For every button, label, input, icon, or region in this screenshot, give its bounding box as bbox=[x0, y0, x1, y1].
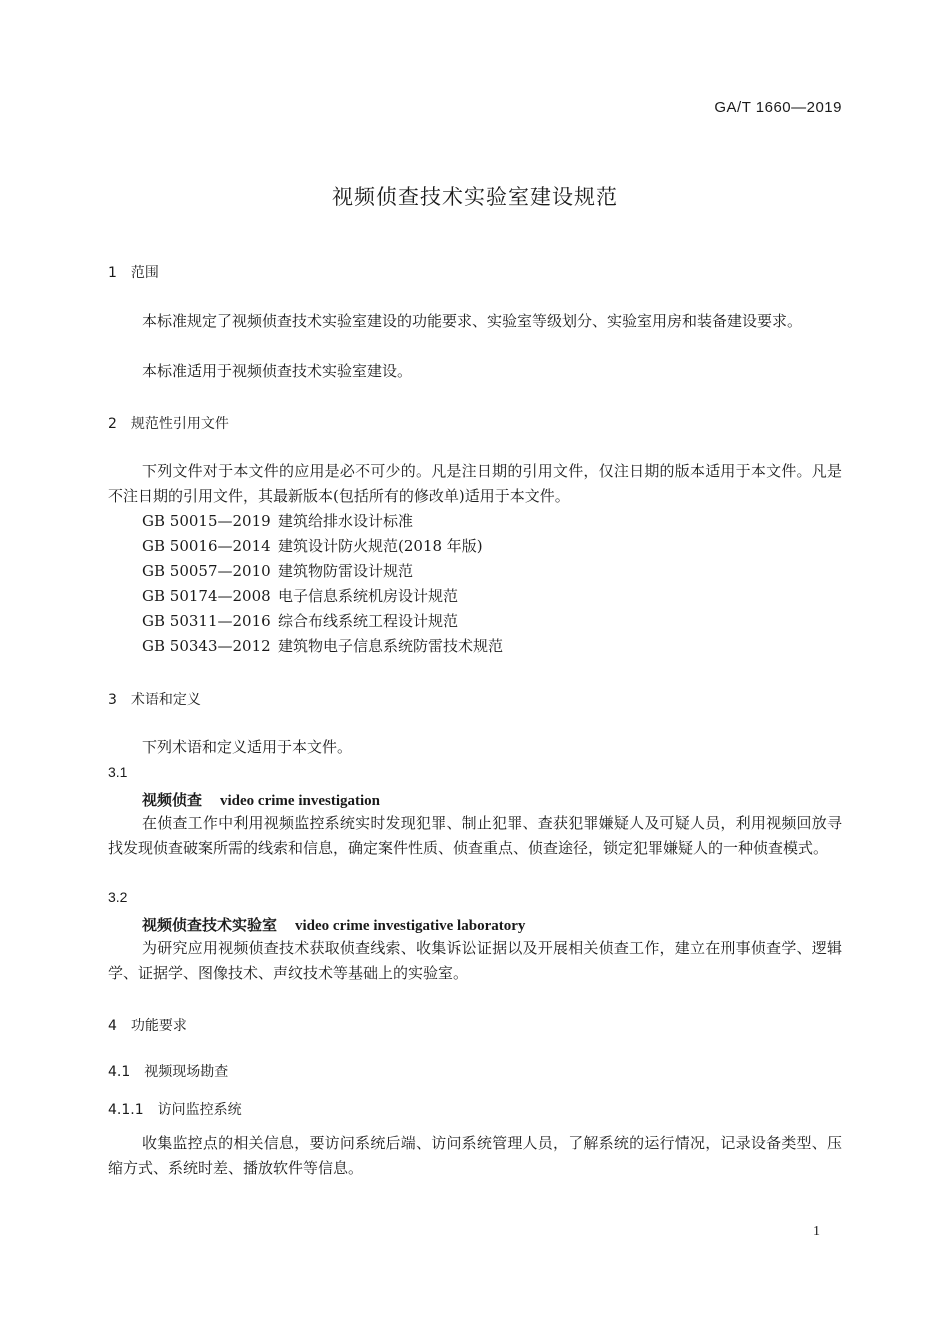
section-3-paragraph-1: 下列术语和定义适用于本文件。 bbox=[142, 738, 353, 756]
standard-code: GA/T 1660—2019 bbox=[714, 99, 842, 116]
section-4-heading bbox=[108, 1015, 187, 1035]
section-1-paragraph-1: 本标准规定了视频侦查技术实验室建设的功能要求、实验室等级划分、实验室用房和装备建设要求。 bbox=[142, 312, 803, 330]
reference-item bbox=[142, 609, 458, 634]
section-title: 规范性引用文件 bbox=[130, 416, 229, 432]
reference-item bbox=[142, 509, 413, 534]
term-number: 3.1 bbox=[108, 764, 128, 780]
reference-title: 建筑物防雷设计规范 bbox=[278, 562, 414, 580]
reference-item bbox=[142, 584, 458, 609]
term-definition: 为研究应用视频侦查技术获取侦查线索、收集诉讼证据以及开展相关侦查工作，建立在刑事侦查学、逻辑学、证据学、图像技术、声纹技术等基础上的实验室。 bbox=[108, 939, 842, 982]
section-number: 1 bbox=[108, 265, 117, 281]
term-english: video crime investigative laboratory bbox=[295, 918, 526, 934]
section-1-heading bbox=[108, 262, 159, 282]
section-2-heading bbox=[108, 413, 229, 433]
reference-title: 综合布线系统工程设计规范 bbox=[278, 612, 459, 630]
section-title: 术语和定义 bbox=[130, 692, 201, 708]
section-4-1-heading bbox=[108, 1061, 228, 1081]
reference-item bbox=[142, 634, 503, 659]
reference-item bbox=[142, 534, 483, 559]
reference-code: GB 50343—2012 bbox=[142, 637, 271, 655]
term-chinese: 视频侦查技术实验室 bbox=[142, 916, 278, 934]
reference-title: 建筑物电子信息系统防雷技术规范 bbox=[278, 637, 504, 655]
term-heading bbox=[142, 789, 380, 810]
reference-title: 建筑给排水设计标准 bbox=[278, 512, 414, 530]
section-3-heading bbox=[108, 689, 201, 709]
section-number: 4.1.1 bbox=[108, 1102, 144, 1118]
term-heading bbox=[142, 914, 525, 935]
page-number: 1 bbox=[813, 1224, 820, 1239]
section-number: 3 bbox=[108, 692, 117, 708]
reference-code: GB 50015—2019 bbox=[142, 512, 271, 530]
term-chinese: 视频侦查 bbox=[142, 791, 203, 809]
section-title: 范围 bbox=[130, 265, 159, 281]
reference-title: 电子信息系统机房设计规范 bbox=[278, 587, 459, 605]
reference-code: GB 50311—2016 bbox=[142, 612, 271, 630]
section-title: 功能要求 bbox=[130, 1018, 187, 1034]
reference-code: GB 50174—2008 bbox=[142, 587, 271, 605]
section-number: 2 bbox=[108, 416, 117, 432]
term-english: video crime investigation bbox=[220, 793, 380, 809]
term-definition: 在侦查工作中利用视频监控系统实时发现犯罪、制止犯罪、查获犯罪嫌疑人及可疑人员，利用视频回放寻找发现侦查破案所需的线索和信息，确定案件性质、侦查重点、侦查途径，锁定犯罪嫌疑人的一种侦查模式。 bbox=[108, 814, 842, 857]
section-4-1-1-paragraph-1: 收集监控点的相关信息，要访问系统后端、访问系统管理人员，了解系统的运行情况，记录设备类型、压缩方式、系统时差、播放软件等信息。 bbox=[108, 1134, 842, 1177]
section-2-paragraph-1: 下列文件对于本文件的应用是必不可少的。凡是注日期的引用文件，仅注日期的版本适用于本文件。凡是不注日期的引用文件，其最新版本(包括所有的修改单)适用于本文件。 bbox=[108, 462, 842, 505]
reference-title: 建筑设计防火规范(2018 年版) bbox=[278, 537, 483, 555]
document-title: 视频侦查技术实验室建设规范 bbox=[332, 185, 618, 209]
reference-code: GB 50057—2010 bbox=[142, 562, 271, 580]
section-title: 视频现场勘查 bbox=[144, 1064, 229, 1080]
reference-item bbox=[142, 559, 413, 584]
section-number: 4 bbox=[108, 1018, 117, 1034]
section-number: 4.1 bbox=[108, 1064, 131, 1080]
term-number: 3.2 bbox=[108, 889, 128, 905]
section-title: 访问监控系统 bbox=[157, 1102, 242, 1118]
section-1-paragraph-2: 本标准适用于视频侦查技术实验室建设。 bbox=[142, 362, 413, 380]
section-4-1-1-heading bbox=[108, 1099, 242, 1119]
reference-code: GB 50016—2014 bbox=[142, 537, 271, 555]
